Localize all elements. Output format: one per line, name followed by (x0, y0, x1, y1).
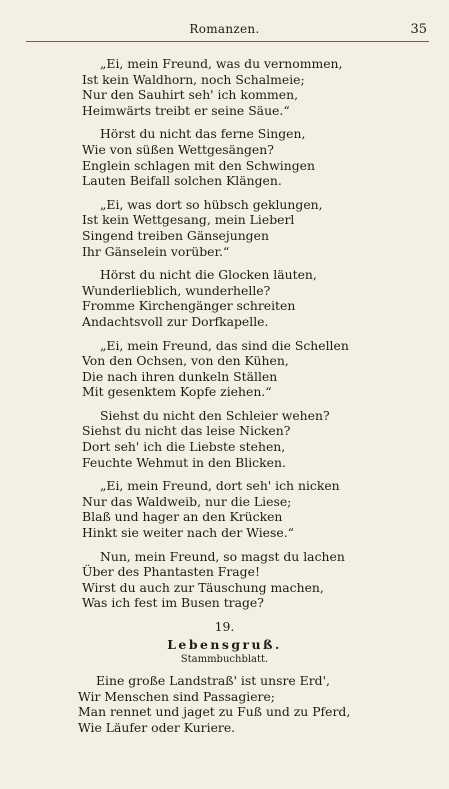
verse-line: Wie von süßen Wettgesängen? (82, 141, 274, 157)
verse-line: Ist kein Waldhorn, noch Schalmeie; (82, 71, 305, 87)
verse-line: Die nach ihren dunkeln Ställen (82, 368, 278, 384)
verse-line: Dort seh' ich die Liebste stehen, (82, 439, 286, 455)
verse-line: Feuchte Wehmut in den Blicken. (82, 454, 286, 470)
verse-line: Hörst du nicht die Glocken läuten, (100, 267, 317, 283)
running-title: Romanzen. (189, 22, 260, 36)
stanza (82, 267, 449, 329)
verse-line: „Ei, was dort so hübsch geklungen, (100, 196, 323, 212)
page-number: 35 (410, 22, 427, 37)
verse-line: Mit gesenktem Kopfe ziehen.“ (82, 384, 272, 400)
page-body (0, 56, 449, 743)
verse-line: Ihr Gänselein vorüber.“ (82, 243, 230, 259)
header-rule (26, 41, 429, 42)
poem-title: Lebensgruß. (167, 637, 282, 652)
verse-line: Englein schlagen mit den Schwingen (82, 157, 315, 173)
verse-line: „Ei, mein Freund, dort seh' ich nicken (100, 478, 340, 494)
verse-line: Wir Menschen sind Passagiere; (78, 688, 275, 704)
verse-line: Hinkt sie weiter nach der Wiese.“ (82, 525, 294, 541)
verse-line: Von den Ochsen, von den Kühen, (82, 353, 289, 369)
verse-line: Wie Läufer oder Kuriere. (78, 719, 236, 735)
verse-line: Nur den Sauhirt seh' ich kommen, (82, 87, 299, 103)
verse-line: „Ei, mein Freund, das sind die Schellen (100, 337, 349, 353)
stanza (82, 126, 449, 188)
verse-line: Ist kein Wettgesang, mein Lieberl (82, 212, 295, 228)
verse-line: Eine große Landstraß' ist unsre Erd', (96, 673, 330, 688)
stanza (78, 673, 449, 735)
verse-line: Über des Phantasten Frage! (82, 564, 260, 580)
verse-line: Siehst du nicht den Schleier wehen? (100, 407, 330, 423)
running-head (0, 22, 449, 42)
poem-subtitle: Stammbuchblatt. (180, 654, 269, 665)
verse-line: Hörst du nicht das ferne Singen, (100, 126, 306, 142)
verse-line: Was ich fest im Busen trage? (82, 595, 264, 611)
stanza (82, 408, 449, 470)
verse-line: Nur das Waldweib, nur die Liese; (82, 493, 292, 509)
poem-number: 19. (214, 619, 235, 634)
verse-line: Andachtsvoll zur Dorfkapelle. (82, 313, 269, 329)
verse-line: Fromme Kirchengänger schreiten (82, 298, 296, 314)
stanza (82, 197, 449, 259)
stanza (82, 478, 449, 540)
verse-line: Siehst du nicht das leise Nicken? (82, 423, 291, 439)
verse-line: Blaß und hager an den Krücken (82, 509, 283, 525)
verse-line: Wirst du auch zur Täuschung machen, (82, 579, 324, 595)
verse-line: Singend treiben Gänsejungen (82, 227, 269, 243)
verse-line: Man rennet und jaget zu Fuß und zu Pferd, (78, 704, 351, 720)
verse-line: Wunderlieblich, wunderhelle? (82, 282, 271, 298)
verse-line: Heimwärts treibt er seine Säue.“ (82, 102, 290, 118)
verse-line: Nun, mein Freund, so magst du lachen (100, 548, 345, 564)
stanza (82, 56, 449, 118)
verse-line: Lauten Beifall solchen Klängen. (82, 173, 282, 189)
verse-line: „Ei, mein Freund, was du vernommen, (100, 56, 343, 71)
stanza (82, 338, 449, 400)
stanza (82, 549, 449, 611)
